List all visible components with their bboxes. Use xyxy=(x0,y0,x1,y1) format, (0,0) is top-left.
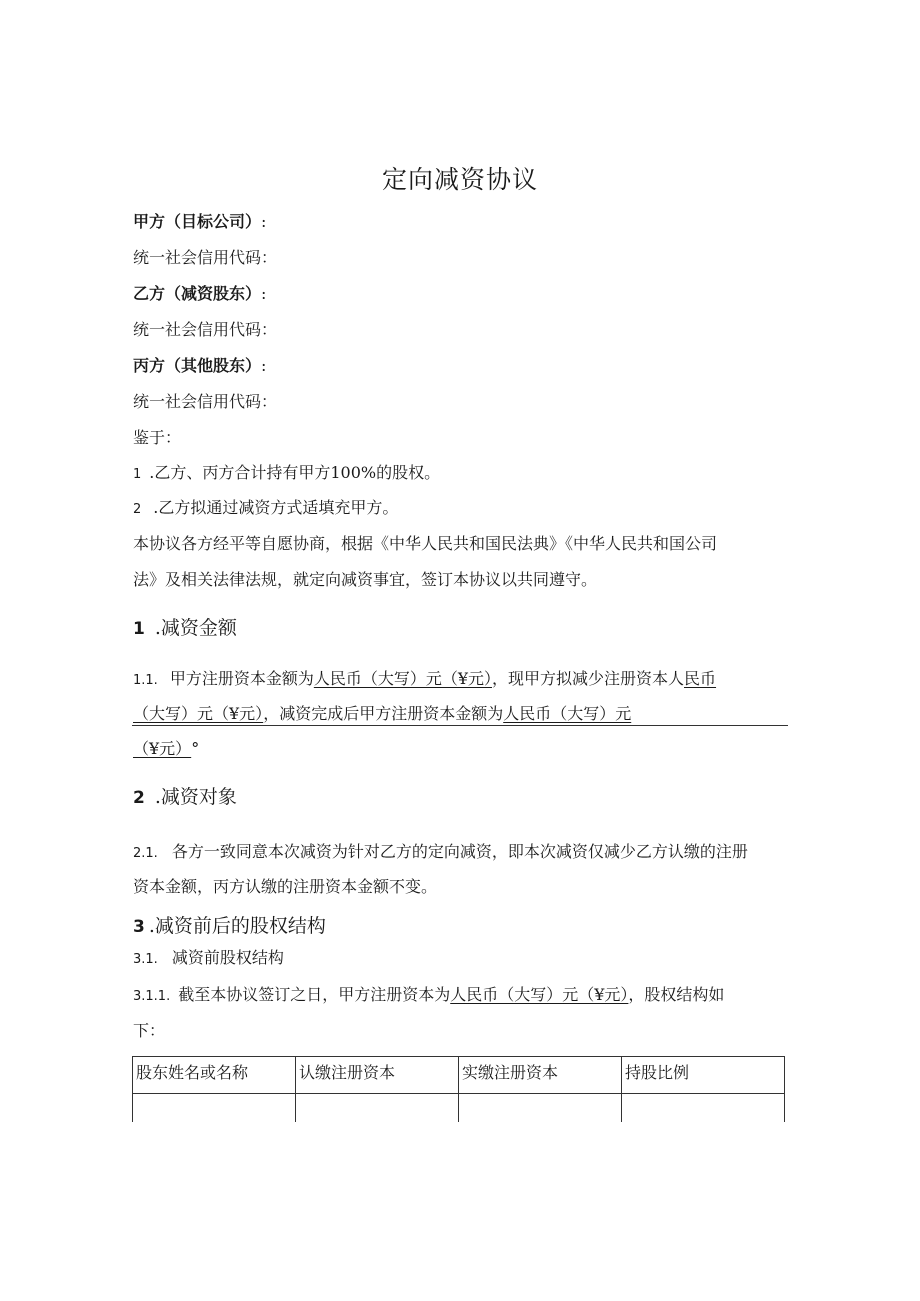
party-a-label: 甲方（目标公司） xyxy=(133,212,262,231)
party-b-label: 乙方（减资股东） xyxy=(133,284,262,303)
clause-3-1-1-line-2: 下： xyxy=(133,1021,166,1040)
clause-2-1-line-1 xyxy=(133,842,748,864)
clause-1-1-blank-d: 人民币（大写）元 xyxy=(503,704,632,723)
intro-line-1: 本协议各方经平等自愿协商，根据《中华人民共和国民法典》《中华人民共和国公司 xyxy=(133,534,718,553)
section-3-title: .减资前后的股权结构 xyxy=(148,915,326,937)
section-2-title: .减资对象 xyxy=(154,786,237,808)
clause-3-1-num: 3.1. xyxy=(133,952,158,967)
recital-item-1-text: .乙方、丙方合计持有甲方100%的股权。 xyxy=(149,463,441,482)
party-a-colon: : xyxy=(261,212,267,231)
clause-1-1-text-a: 甲方注册资本金额为 xyxy=(169,669,314,688)
clause-3-1-1-line-1 xyxy=(133,985,724,1007)
equity-structure-table xyxy=(132,1056,785,1122)
recital-item-2 xyxy=(133,498,398,520)
table-cell xyxy=(459,1094,622,1123)
recital-item-2-num: 2 xyxy=(133,502,142,517)
clause-1-1-blank-e: （¥元） xyxy=(133,739,192,758)
table-cell xyxy=(133,1094,296,1123)
clause-1-1-text-b: ，现甲方拟减少注册资本人 xyxy=(492,669,685,688)
section-1-heading xyxy=(133,613,237,640)
intro-line-2: 法》及相关法律法规，就定向减资事宜，签订本协议以共同遵守。 xyxy=(133,570,598,589)
table-header-cell: 股东姓名或名称 xyxy=(133,1057,296,1094)
clause-2-1-num: 2.1. xyxy=(133,846,158,861)
section-1-num: 1 xyxy=(133,619,145,639)
table-cell xyxy=(622,1094,785,1123)
clause-3-1-1-num: 3.1.1. xyxy=(133,989,171,1004)
party-b-line xyxy=(133,284,266,304)
clause-3-1-1-blank: 人民币（大写）元（¥元） xyxy=(450,985,629,1004)
recital-item-1 xyxy=(133,463,440,485)
document-title: 定向减资协议 xyxy=(381,165,538,194)
clause-1-1-blank-a: 人民币（大写）元（¥元） xyxy=(313,669,493,688)
table-row xyxy=(133,1094,785,1123)
clause-1-1-line-3 xyxy=(133,739,199,759)
clause-3-1-text: 减资前股权结构 xyxy=(171,948,284,967)
party-c-line xyxy=(133,356,266,376)
clause-3-1 xyxy=(133,948,284,970)
clause-1-1-blank-c: （大写）元（¥元） xyxy=(133,704,264,723)
party-c-colon: : xyxy=(261,356,267,375)
clause-3-1-1-text-b: ，股权结构如 xyxy=(628,985,725,1004)
clause-3-1-1-text-a: 截至本协议签订之日，甲方注册资本为 xyxy=(178,985,451,1004)
clause-1-1-end-mark: ° xyxy=(191,739,200,758)
clause-1-1-blank-b: 民币 xyxy=(684,669,717,688)
party-c-label: 丙方（其他股东） xyxy=(133,356,262,375)
party-b-colon: : xyxy=(261,284,267,303)
clause-2-1-line-2: 资本金额，丙方认缴的注册资本金额不变。 xyxy=(133,877,438,896)
recital-item-2-text: .乙方拟通过减资方式适填充甲方。 xyxy=(153,498,399,517)
clause-1-1-line-1 xyxy=(133,669,716,691)
clause-1-1-text-c: ，减资完成后甲方注册资本金额为 xyxy=(263,704,504,723)
party-b-code-label: 统一社会信用代码： xyxy=(133,320,278,339)
party-c-code-label: 统一社会信用代码： xyxy=(133,392,278,411)
section-2-heading xyxy=(133,782,237,809)
table-header-cell: 认缴注册资本 xyxy=(296,1057,459,1094)
table-header-cell: 持股比例 xyxy=(622,1057,785,1094)
table-cell xyxy=(296,1094,459,1123)
clause-2-1-text-1: 各方一致同意本次减资为针对乙方的定向减资，即本次减资仅减少乙方认缴的注册 xyxy=(171,842,748,861)
underline-rule xyxy=(132,725,788,726)
section-1-title: .减资金额 xyxy=(154,617,237,639)
section-2-num: 2 xyxy=(133,788,145,808)
section-3-num: 3 xyxy=(133,917,145,937)
section-3-heading xyxy=(133,911,326,938)
recitals-heading: 鉴于： xyxy=(133,428,182,447)
recital-item-1-num: 1 xyxy=(133,467,142,482)
clause-1-1-line-2 xyxy=(133,704,631,724)
party-a-line xyxy=(133,212,266,232)
clause-1-1-num: 1.1. xyxy=(133,673,158,688)
table-header-cell: 实缴注册资本 xyxy=(459,1057,622,1094)
table-header-row xyxy=(133,1057,785,1094)
party-a-code-label: 统一社会信用代码： xyxy=(133,248,278,267)
